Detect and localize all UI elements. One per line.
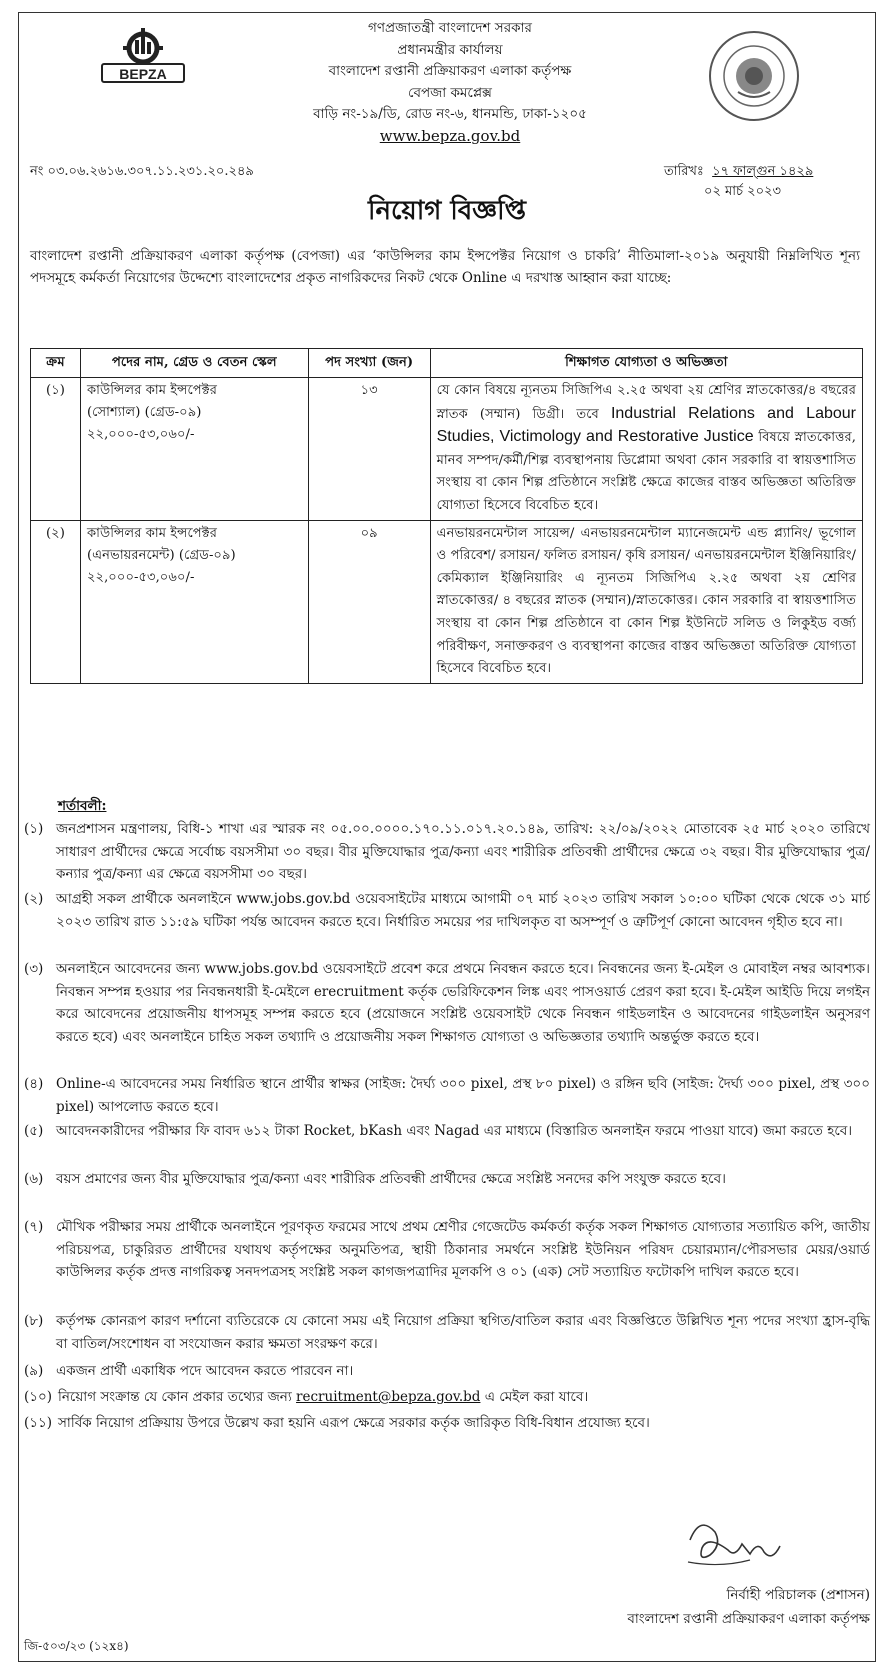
print-code: জি-৫০৩/২৩ (১২x৪) — [24, 1639, 129, 1653]
row-serial: (১) — [31, 378, 81, 521]
bepza-logo — [100, 22, 186, 84]
condition-text: অনলাইনে আবেদনের জন্য www.jobs.gov.bd ওয়েবসাইটে প্রবেশ করে প্রথমে নিবন্ধন করতে হবে। নিবন্ধনের জন্য ই-মেইল ও মোবাইল নম্বর আবশ্যক। নিবন্ধন সম্পন্ন হওয়ার পর নিবন্ধনধারী ই-মেইলে erecruitment কর্তৃক ভেরিফিকেশন লিঙ্ক এবং পাসওয়ার্ড প্রেরণ করা হবে। ই-মেইল আইডি দিয়ে লগইন করে আবেদনের প্রয়োজনীয় ধাপসমূহ সম্পন্ন করতে হবে (প্রয়োজনে সংশ্লিষ্ট ওয়েবসাইট থেকে নিবন্ধন গাইডলাইন ও আবেদনের গাইডলাইন অনুসরণ করতে হবে) এবং অনলাইনে চাহিত সকল তথ্যাদি ও প্রয়োজনীয় সকল শিক্ষাগত যোগ্যতা ও অভিজ্ঞতার তথ্যাদি অন্তর্ভুক্ত করতে হবে। — [56, 961, 870, 1045]
condition-number: (৬) — [24, 1171, 44, 1187]
condition-item — [24, 1412, 870, 1435]
government-seal — [708, 30, 800, 122]
conditions-heading: শর্তাবলী: — [58, 798, 107, 814]
condition-item — [24, 1168, 870, 1191]
col-serial: ক্রম — [31, 349, 81, 378]
header-line-4: বেপজা কমপ্লেক্স — [408, 84, 492, 101]
condition-text — [58, 1386, 870, 1409]
condition-item — [24, 818, 870, 886]
table-header-row — [31, 349, 863, 378]
condition-text: Online-এ আবেদনের সময় নির্ধারিত স্থানে প্রার্থীর স্বাক্ষর (সাইজ: দৈর্ঘ্য ৩০০ pixel, প্রস্থ ৮০ pixel) ও রঙ্গিন ছবি (সাইজ: দৈর্ঘ্য ৩০০ pixel, প্রস্থ ৩০০ pixel) আপলোড করতে হবে। — [56, 1076, 870, 1115]
condition-number: (১০) — [24, 1389, 53, 1405]
condition-text: বয়স প্রমাণের জন্য বীর মুক্তিযোদ্ধার পুত্র/কন্যা এবং শারীরিক প্রতিবন্ধী প্রার্থীদের ক্ষেত্রে সংশ্লিষ্ট সনদের কপি সংযুক্ত করতে হবে। — [56, 1171, 726, 1187]
row-post — [80, 378, 308, 521]
date-english: ০২ মার্চ ২০২৩ — [704, 184, 781, 199]
row-count: ১৩ — [308, 378, 430, 521]
condition-number: (৭) — [24, 1219, 44, 1235]
post-salary: ২২,০০০-৫৩,০৬০/- — [86, 569, 195, 585]
condition-text: কর্তৃপক্ষ কোনরূপ কারণ দর্শানো ব্যতিরেকে যে কোনো সময় এই নিয়োগ প্রক্রিয়া স্থগিত/বাতিল করার এবং বিজ্ঞপ্তিতে উল্লিখিত শূন্য পদের সংখ্যা হ্রাস-বৃদ্ধি বা বাতিল/সংশোধন বা সংযোজন করার ক্ষমতা সংরক্ষণ করে। — [56, 1313, 870, 1352]
condition-number: (৫) — [24, 1123, 44, 1139]
condition-item — [24, 1216, 870, 1284]
condition-item — [24, 958, 870, 1048]
condition-item — [24, 1386, 870, 1409]
vacancy-table — [30, 348, 863, 684]
condition-text: জনপ্রশাসন মন্ত্রণালয়, বিধি-১ শাখা এর স্মারক নং ০৫.০০.০০০০.১৭০.১১.০১৭.২০.১৪৯, তারিখ: ২২/০৯/২০২২ মোতাবেক ২৫ মার্চ ২০২০ তারিখে সাধারণ প্রার্থীদের ক্ষেত্রে সর্বোচ্চ বয়সসীমা ৩০ বছর। বীর মুক্তিযোদ্ধার পুত্র/কন্যা এবং শারীরিক প্রতিবন্ধী প্রার্থীদের ক্ষেত্রে ৩২ বছর। বীর মুক্তিযোদ্ধার পুত্র/কন্যার পুত্র/কন্যা এর ক্ষেত্রে বয়সসীমা ৩০ বছর। — [56, 821, 870, 882]
condition-text: আগ্রহী সকল প্রার্থীকে অনলাইনে www.jobs.gov.bd ওয়েবসাইটের মাধ্যমে আগামী ০৭ মার্চ ২০২৩ তারিখ সকাল ১০:০০ ঘটিকা থেকে থেকে ৩১ মার্চ ২০২৩ তারিখ রাত ১১:৫৯ ঘটিকা পর্যন্ত আবেদন করতে হবে। নির্ধারিত সময়ের পর দাখিলকৃত বা অসম্পূর্ণ ও ত্রুটিপূর্ণ কোনো আবেদন গৃহীত হবে না। — [56, 891, 870, 930]
col-count: পদ সংখ্যা (জন) — [308, 349, 430, 378]
header-line-3: বাংলাদেশ রপ্তানী প্রক্রিয়াকরণ এলাকা কর্তৃপক্ষ — [328, 63, 572, 79]
condition-item — [24, 1120, 870, 1143]
row-serial: (২) — [31, 520, 81, 683]
col-qualification: শিক্ষাগত যোগ্যতা ও অভিজ্ঞতা — [430, 349, 862, 378]
qualification-subjects: Industrial Relations and Labour Studies, Victimology and Restorative Justice — [436, 404, 856, 446]
qualification-text: যে কোন বিষয়ে ন্যূনতম সিজিপিএ ২.২৫ অথবা ২য় শ্রেণির স্নাতকোত্তর/৪ বছরের স্নাতক (সম্মান) ডিগ্রী। তবে — [436, 383, 856, 422]
header-line-1: গণপ্রজাতন্ত্রী বাংলাদেশ সরকার — [368, 20, 532, 36]
condition-number: (২) — [24, 891, 44, 907]
condition-item — [24, 1310, 870, 1355]
signatory-org: বাংলাদেশ রপ্তানী প্রক্রিয়াকরণ এলাকা কর্তৃপক্ষ — [627, 1611, 870, 1627]
row-post — [80, 520, 308, 683]
condition-number: (১) — [24, 821, 44, 837]
post-name: কাউন্সিলর কাম ইন্সপেক্টর — [86, 383, 217, 398]
date-bangla: ১৭ ফাল্গুন ১৪২৯ — [712, 164, 814, 179]
condition-text-after: এ মেইল করা যাবে। — [480, 1389, 589, 1405]
page-title: নিয়োগ বিজ্ঞপ্তি — [368, 196, 526, 226]
condition-number: (৯) — [24, 1363, 44, 1379]
post-grade: (সোশ্যাল) (গ্রেড-০৯) — [86, 405, 202, 420]
condition-text: একজন প্রার্থী একাধিক পদে আবেদন করতে পারবেন না। — [56, 1363, 354, 1379]
row-count: ০৯ — [308, 520, 430, 683]
header-website-link[interactable]: www.bepza.gov.bd — [379, 126, 521, 145]
condition-text-before: নিয়োগ সংক্রান্ত যে কোন প্রকার তথ্যের জন্য — [58, 1389, 297, 1405]
table-row — [31, 520, 863, 683]
header-line-2: প্রধানমন্ত্রীর কার্যালয় — [397, 41, 503, 58]
condition-item — [24, 1360, 870, 1383]
row-qualification: এনভায়রনমেন্টাল সায়েন্স/ এনভায়রনমেন্টাল ম্যানেজমেন্ট এন্ড প্ল্যানিং/ ভূগোল ও পরিবেশ/ রসায়ন/ ফলিত রসায়ন/ কৃষি রসায়ন/ এনভায়রনমেন্টাল ইঞ্জিনিয়ারিং/ কেমিক্যাল ইঞ্জিনিয়ারিং এ ন্যূনতম সিজিপিএ ২.২৫ অথবা ২য় শ্রেণির স্নাতকোত্তর/ ৪ বছরের স্নাতক (সম্মান)/স্নাতকোত্তর। কোন সরকারি বা স্বায়ত্তশাসিত সংস্থায় বা কোন শিল্প প্রতিষ্ঠানে বা কোন শিল্প ইউনিটে সলিড ও লিকুইড বর্জ্য পরিবীক্ষণ, সনাক্তকরণ ও ব্যবস্থাপনা কাজের বাস্তব অভিজ্ঞতা অতিরিক্ত যোগ্যতা হিসেবে বিবেচিত হবে। — [430, 520, 862, 683]
qualification-extra: বিষয়ে স্নাতকোত্তর, মানব সম্পদ/কর্মী/শিল্প ব্যবস্থাপনায় ডিপ্লোমা অথবা কোন সরকারি বা স্বায়ত্তশাসিত সংস্থায় বা কোন শিল্প প্রতিষ্ঠানে সংশ্লিষ্ট ক্ষেত্রে কাজের বাস্তব অভিজ্ঞতা অতিরিক্ত যোগ্যতা হিসেবে বিবেচিত হবে। — [436, 430, 856, 513]
intro-paragraph: বাংলাদেশ রপ্তানী প্রক্রিয়াকরণ এলাকা কর্তৃপক্ষ (বেপজা) এর ‘কাউন্সিলর কাম ইন্সপেক্টর নিয়োগ ও চাকরি’ নীতিমালা-২০১৯ অনুযায়ী নিম্নলিখিত শূন্য পদসমূহে কর্মকর্তা নিয়োগের উদ্দেশ্যে বাংলাদেশের প্রকৃত নাগরিকদের নিকট থেকে Online এ দরখাস্ত আহ্বান করা যাচ্ছে: — [30, 248, 860, 286]
condition-text: মৌখিক পরীক্ষার সময় প্রার্থীকে অনলাইনে পূরণকৃত ফরমের সাথে প্রথম শ্রেণীর গেজেটেড কর্মকর্তা কর্তৃক সকল শিক্ষাগত যোগ্যতার সত্যায়িত কপি, জাতীয় পরিচয়পত্র, চাকুরিরত প্রার্থীদের যথাযথ কর্তৃপক্ষের অনুমতিপত্র, স্থায়ী ঠিকানার সমর্থনে সংশ্লিষ্ট ইউনিয়ন পরিষদ চেয়ারম্যান/পৌরসভার মেয়র/ওয়ার্ড কাউন্সিলর কর্তৃক প্রদত্ত নাগরিকত্ব সনদপত্রসহ সংশ্লিষ্ট সকল কাগজপত্রাদির মূলকপি ও ০১ (এক) সেট সত্যায়িত ফটোকপি দাখিল করতে হবে। — [56, 1219, 870, 1280]
post-grade: (এনভায়রনমেন্ট) (গ্রেড-০৯) — [86, 547, 236, 563]
condition-text: সার্বিক নিয়োগ প্রক্রিয়ায় উপরে উল্লেখ করা হয়নি এরূপ ক্ষেত্রে সরকার কর্তৃক জারিকৃত বিধি-বিধান প্রযোজ্য হবে। — [58, 1415, 650, 1431]
svg-text:BEPZA: BEPZA — [119, 66, 167, 82]
post-salary: ২২,০০০-৫৩,০৬০/- — [86, 427, 195, 442]
signatory-block — [470, 1583, 870, 1631]
row-qualification — [430, 378, 862, 521]
condition-item — [24, 1073, 870, 1118]
condition-number: (১১) — [24, 1415, 53, 1431]
signatory-title: নির্বাহী পরিচালক (প্রশাসন) — [726, 1587, 870, 1603]
col-post: পদের নাম, গ্রেড ও বেতন স্কেল — [80, 349, 308, 378]
handwritten-signature — [680, 1510, 790, 1580]
office-header — [240, 18, 660, 147]
condition-number: (৩) — [24, 961, 44, 977]
condition-number: (৪) — [24, 1076, 44, 1092]
condition-item — [24, 888, 870, 933]
condition-text: আবেদনকারীদের পরীক্ষার ফি বাবদ ৬১২ টাকা Rocket, bKash এবং Nagad এর মাধ্যমে (বিস্তারিত অনলাইন ফরমে পাওয়া যাবে) জমা করতে হবে। — [56, 1123, 853, 1139]
post-name: কাউন্সিলর কাম ইন্সপেক্টর — [86, 525, 217, 541]
recruitment-email-link[interactable]: recruitment@bepza.gov.bd — [296, 1389, 481, 1405]
date-label: তারিখঃ — [664, 164, 704, 179]
condition-number: (৮) — [24, 1313, 44, 1329]
table-row — [31, 378, 863, 521]
memo-reference: নং ০৩.০৬.২৬১৬.৩০৭.১১.২৩১.২০.২৪৯ — [30, 164, 254, 179]
header-address: বাড়ি নং-১৯/ডি, রোড নং-৬, ধানমন্ডি, ঢাকা-১২০৫ — [313, 106, 587, 122]
